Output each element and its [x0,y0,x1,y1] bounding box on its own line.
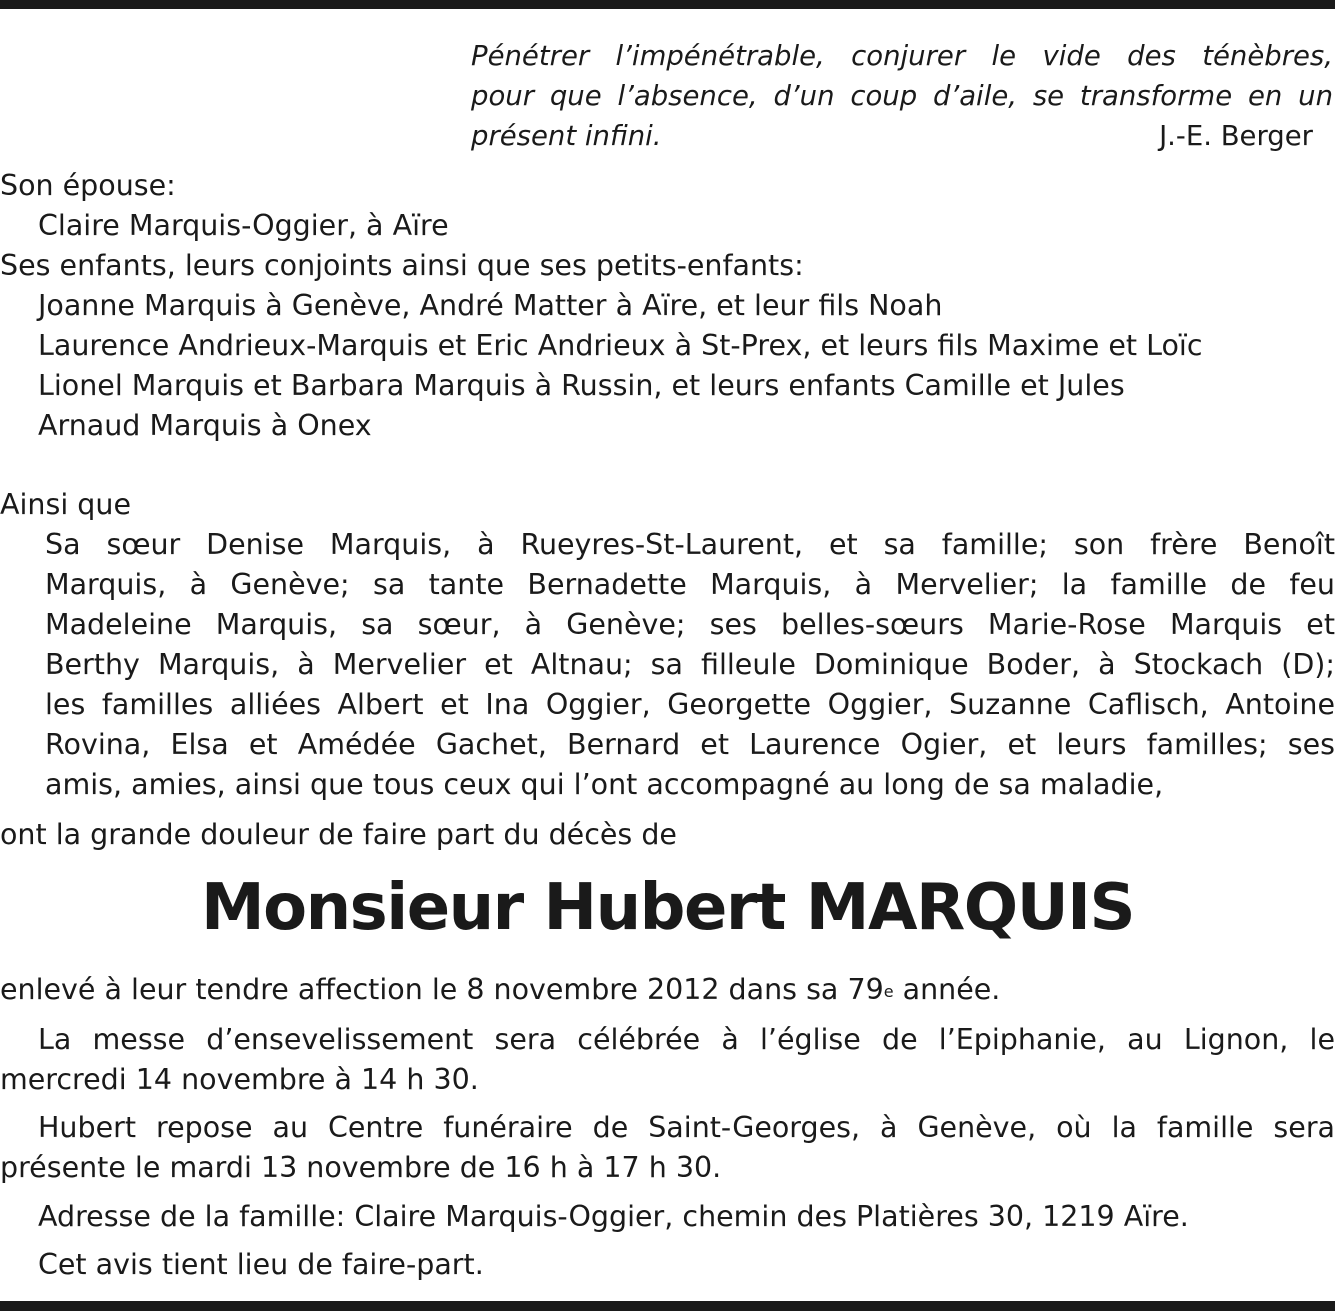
repose-line-2: présente le mardi 13 novembre de 16 h à 17 h 30. [0,1151,722,1184]
relatives-line: Sa sœur Denise Marquis, à Rueyres-St-Laurent, et sa famille; son frère Benoît [45,528,1335,561]
repose-paragraph [0,1108,1335,1188]
relatives-line: Rovina, Elsa et Amédée Gachet, Bernard et Laurence Ogier, et leurs familles; ses [45,728,1335,761]
family-list [0,166,1203,446]
epigraph-line-1: Pénétrer l’impénétrable, conjurer le vide des ténèbres, [471,40,1333,72]
epigraph-line-3 [471,116,1333,156]
child-entry: Arnaud Marquis à Onex [38,409,372,442]
mass-line-2: mercredi 14 novembre à 14 h 30. [0,1063,479,1096]
funeral-mass-paragraph [0,1020,1335,1100]
top-border-rule [0,0,1335,9]
spouse-heading: Son épouse: [0,169,176,202]
mass-line-1: La messe d’ensevelissement sera célébrée à l’église de l’Epiphanie, au Lignon, le [38,1023,1335,1056]
bottom-border-rule [0,1301,1335,1311]
epigraph-line-2: pour que l’absence, d’un coup d’aile, se transforme en un [471,80,1333,112]
relatives-paragraph [45,525,1335,805]
deceased-name: Monsieur Hubert MARQUIS [200,871,1135,945]
children-heading: Ses enfants, leurs conjoints ainsi que ses petits-enfants: [0,249,804,282]
epigraph-quote [471,36,1333,156]
relatives-line: Madeleine Marquis, sa sœur, à Genève; ses belles-sœurs Marie-Rose Marquis et [45,608,1335,641]
epigraph-author: J.-E. Berger [1159,120,1313,152]
epigraph-line-3-text: présent infini. [471,120,662,152]
announcement-intro: ont la grande douleur de faire part du décès de [0,818,677,851]
child-entry: Lionel Marquis et Barbara Marquis à Russin, et leurs enfants Camille et Jules [38,369,1125,402]
notice-statement: Cet avis tient lieu de faire-part. [38,1248,484,1281]
relatives-line: Berthy Marquis, à Mervelier et Altnau; sa filleule Dominique Boder, à Stockach (D); [45,648,1335,681]
death-statement [0,970,1000,1010]
child-entry: Joanne Marquis à Genève, André Matter à Aïre, et leur fils Noah [38,289,943,322]
relatives-heading: Ainsi que [0,488,131,521]
death-statement-text: enlevé à leur tendre affection le 8 novembre 2012 dans sa 79 [0,973,884,1006]
family-address: Adresse de la famille: Claire Marquis-Oggier, chemin des Platières 30, 1219 Aïre. [38,1200,1189,1233]
repose-line-1: Hubert repose au Centre funéraire de Saint-Georges, à Genève, où la famille sera [38,1111,1335,1144]
spouse-name: Claire Marquis-Oggier, à Aïre [38,209,449,242]
relatives-line: Marquis, à Genève; sa tante Bernadette Marquis, à Mervelier; la famille de feu [45,568,1335,601]
death-statement-end: année. [893,973,1001,1006]
relatives-line: amis, amies, ainsi que tous ceux qui l’ont accompagné au long de sa maladie, [45,768,1164,801]
child-entry: Laurence Andrieux-Marquis et Eric Andrieux à St-Prex, et leurs fils Maxime et Loïc [38,329,1203,362]
relatives-line: les familles alliées Albert et Ina Oggier, Georgette Oggier, Suzanne Caflisch, Antoine [45,688,1335,721]
ordinal-suffix: e [883,982,894,1001]
